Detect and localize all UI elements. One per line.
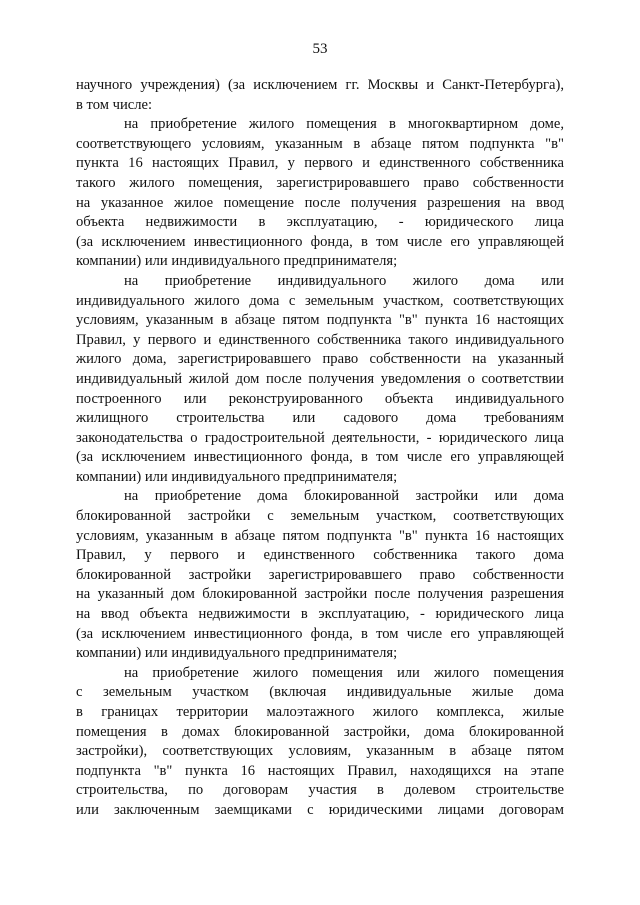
text-line: строительства, по договорам участия в долевом строительстве (76, 782, 564, 799)
text-line: жилого дома, зарегистрировавшего право собственности на указанный (76, 351, 564, 368)
text-line: соответствующего условиям, указанным в абзаце пятом подпункта "в" (76, 135, 564, 152)
text-line: Правил, у первого и единственного собственника такого дома (76, 547, 564, 564)
text-line: на ввод объекта недвижимости в эксплуатацию, - юридического лица (76, 606, 564, 623)
text-line: в границах территории малоэтажного жилого комплекса, жилые (76, 704, 564, 720)
text-line: помещения в домах блокированной застройки, дома блокированной (76, 723, 564, 740)
text-line: объекта недвижимости в эксплуатацию, - юридического лица (76, 214, 564, 231)
text-line: жилищного строительства или садового дома требованиям (76, 410, 564, 427)
text-line: в том числе: (76, 96, 153, 113)
text-line: на приобретение жилого помещения в многоквартирном доме, (124, 116, 564, 133)
text-line: научного учреждения) (за исключением гг. Москвы и Санкт-Петербурга), (76, 77, 564, 93)
text-line: блокированной застройки с земельным участком, соответствующих (76, 508, 564, 525)
text-line: на приобретение жилого помещения или жилого помещения (124, 664, 564, 681)
text-line: (за исключением инвестиционного фонда, в том числе его управляющей (76, 449, 564, 466)
document-body-text (76, 76, 564, 821)
text-line: построенного или реконструированного объекта индивидуального (76, 390, 564, 407)
text-line: (за исключением инвестиционного фонда, в том числе его управляющей (76, 233, 564, 250)
text-line: условиям, указанным в абзаце пятом подпункта "в" пункта 16 настоящих (76, 527, 564, 544)
text-line: на указанный дом блокированной застройки после получения разрешения (76, 586, 564, 603)
text-line: такого жилого помещения, зарегистрировавшего право собственности (76, 174, 564, 191)
text-line: на приобретение индивидуального жилого дома или (124, 272, 564, 289)
text-line: подпункта "в" пункта 16 настоящих Правил, находящихся на этапе (76, 762, 564, 779)
text-line: застройки), соответствующих условиям, указанным в абзаце пятом (76, 743, 564, 760)
text-line: пункта 16 настоящих Правил, у первого и единственного собственника (76, 155, 564, 172)
page-number: 53 (312, 41, 328, 57)
text-line: компании) или индивидуального предпринимателя; (76, 645, 398, 662)
text-line: или заключенным заемщиками с юридическими лицами договорам (76, 801, 564, 818)
text-line: Правил, у первого и единственного собственника такого индивидуального (76, 331, 564, 348)
text-line: индивидуальный жилой дом после получения уведомления о соответствии (76, 370, 564, 387)
text-line: с земельным участком (включая индивидуальные жилые дома (76, 684, 564, 701)
text-line: блокированной застройки зарегистрировавшего право собственности (76, 566, 564, 583)
text-line: индивидуального жилого дома с земельным участком, соответствующих (76, 292, 564, 309)
text-line: компании) или индивидуального предпринимателя; (76, 468, 398, 485)
text-line: (за исключением инвестиционного фонда, в том числе его управляющей (76, 625, 564, 642)
text-line: на приобретение дома блокированной застройки или дома (124, 488, 564, 505)
text-line: законодательства о градостроительной деятельности, - юридического лица (76, 429, 564, 446)
text-line: компании) или индивидуального предпринимателя; (76, 253, 398, 270)
text-line: на указанное жилое помещение после получения разрешения на ввод (76, 194, 564, 211)
text-line: условиям, указанным в абзаце пятом подпункта "в" пункта 16 настоящих (76, 312, 564, 329)
